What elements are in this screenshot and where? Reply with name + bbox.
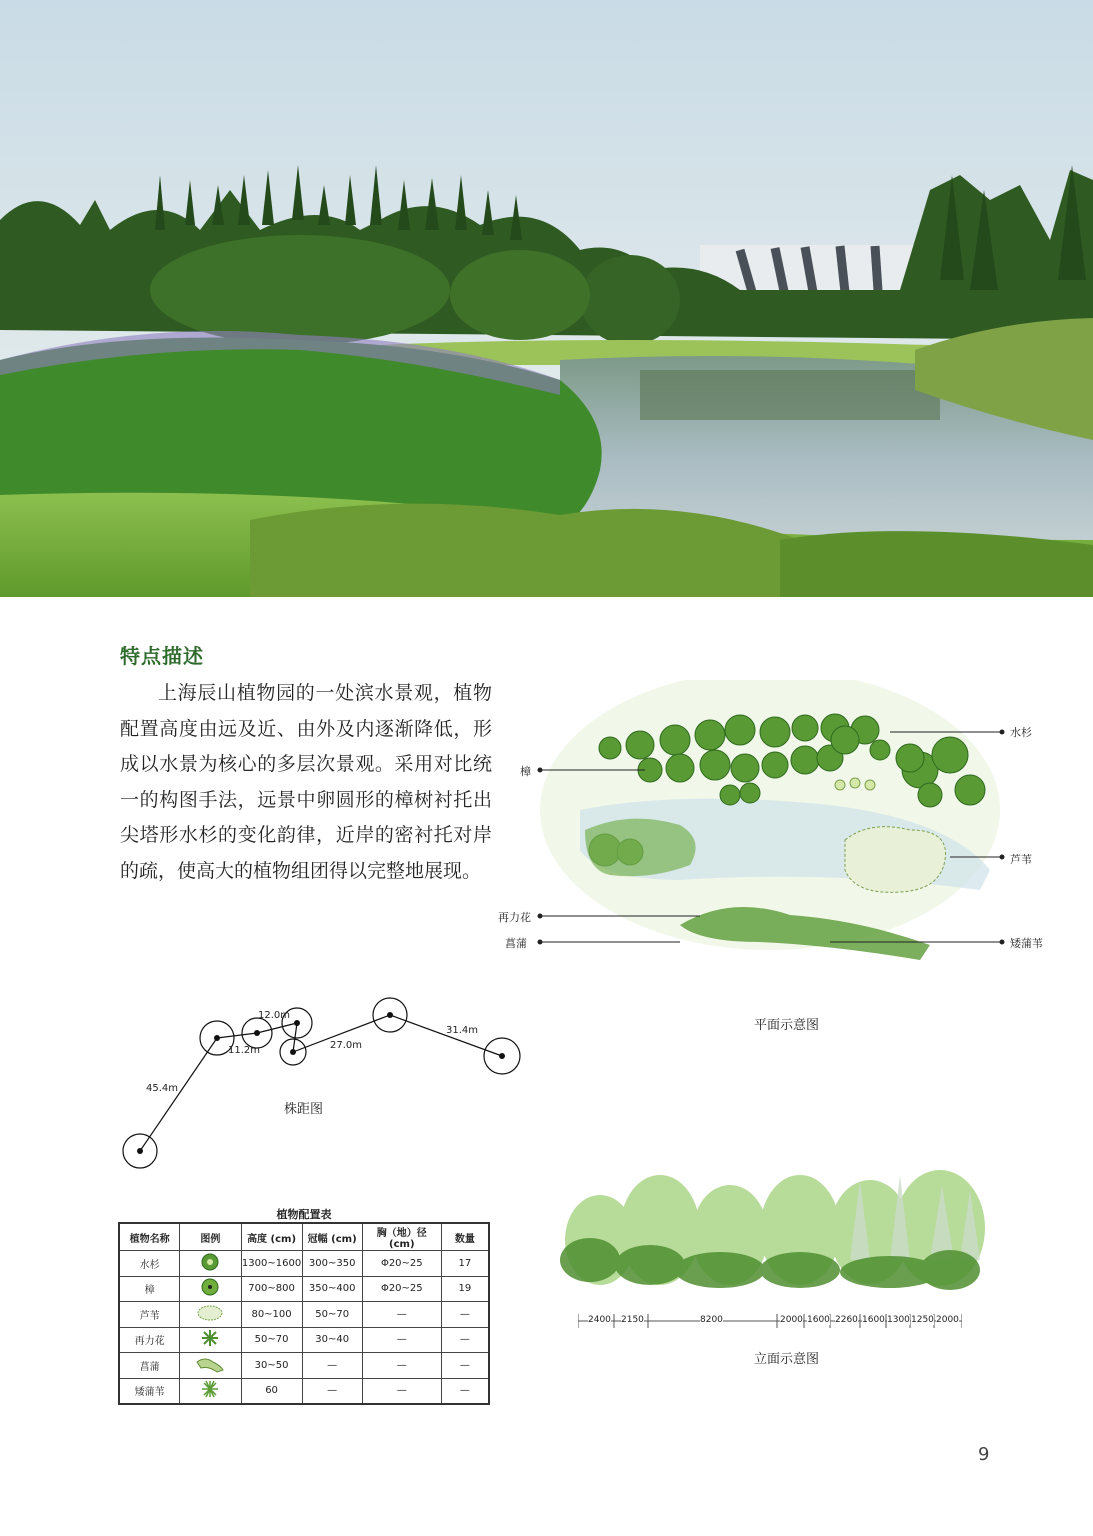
dim-value: 2400 [588,1315,611,1325]
dim-value: 2260 [835,1315,858,1325]
hero-photo [0,0,1093,597]
plant-name-cell: 芦苇 [119,1302,180,1328]
legend-cell [180,1302,241,1328]
table-row [119,1378,489,1404]
qty-cell: — [441,1327,489,1353]
dim-value: 1300 [887,1315,910,1325]
shuishan-legend-icon [200,1264,220,1275]
elevation-dimension-values [578,1315,962,1329]
zailihua-legend-icon [200,1340,220,1351]
height-cell: 80~100 [241,1302,302,1328]
header-legend: 图例 [180,1223,241,1251]
legend-cell [180,1251,241,1277]
dim-value: 2000 [780,1315,803,1325]
dbh-cell: Φ20~25 [362,1276,441,1302]
label-luwei: 芦苇 [1010,853,1032,866]
height-cell: 30~50 [241,1353,302,1379]
plant-name-cell: 再力花 [119,1327,180,1353]
distance-label-2: 11.2m [228,1045,261,1056]
table-row [119,1353,489,1379]
legend-cell [180,1327,241,1353]
dim-value: 1600 [862,1315,885,1325]
spacing-caption: 株距图 [284,1102,324,1117]
label-shuishan: 水杉 [1010,726,1032,739]
table-row [119,1302,489,1328]
crown-cell: 50~70 [302,1302,362,1328]
plan-leader-lines [500,700,1060,960]
distance-label-4: 27.0m [330,1040,363,1051]
qty-cell: — [441,1353,489,1379]
plant-name-cell: 菖蒲 [119,1353,180,1379]
header-height: 高度 (cm) [241,1223,302,1251]
header-qty: 数量 [441,1223,489,1251]
plan-caption: 平面示意图 [754,1018,820,1033]
height-cell: 1300~1600 [241,1251,302,1277]
dbh-cell: Φ20~25 [362,1251,441,1277]
legend-cell [180,1276,241,1302]
description-text: 上海辰山植物园的一处滨水景观，植物配置高度由远及近、由外及内逐渐降低，形成以水景为核心的多层次景观。采用对比统一的构图手法，远景中卵圆形的樟树衬托出尖塔形水杉的变化韵律，近岸的密衬托对岸的疏，使高大的植物组团得以完整地展现。 [120,682,492,882]
dim-value: 1250 [911,1315,934,1325]
elevation-drawing [560,1160,1030,1300]
qty-cell: — [441,1378,489,1404]
qty-cell: 17 [441,1251,489,1277]
dbh-cell: — [362,1353,441,1379]
plant-config-table [118,1222,490,1405]
label-changpu: 菖蒲 [505,937,527,950]
dim-value: 1600 [807,1315,830,1325]
dbh-cell: — [362,1327,441,1353]
legend-cell [180,1353,241,1379]
aipuwei-legend-icon [200,1391,220,1402]
legend-cell [180,1378,241,1404]
table-row [119,1251,489,1277]
description-paragraph [120,676,492,889]
luwei-legend-icon [196,1315,224,1326]
height-cell: 700~800 [241,1276,302,1302]
dbh-cell: — [362,1378,441,1404]
crown-cell: — [302,1378,362,1404]
changpu-legend-icon [195,1366,225,1377]
crown-cell: 350~400 [302,1276,362,1302]
table-title: 植物配置表 [276,1208,332,1221]
dim-value: 2000 [936,1315,959,1325]
label-zailihua: 再力花 [498,911,531,924]
dim-value: 8200 [700,1315,723,1325]
qty-cell: 19 [441,1276,489,1302]
dbh-cell: — [362,1302,441,1328]
page-number: 9 [978,1444,990,1465]
table-header-row [119,1223,489,1251]
header-name: 植物名称 [119,1223,180,1251]
distance-label-1: 45.4m [146,1083,179,1094]
table-row [119,1327,489,1353]
crown-cell: — [302,1353,362,1379]
height-cell: 60 [241,1378,302,1404]
elevation-caption: 立面示意图 [754,1352,820,1367]
dim-value: 2150 [621,1315,644,1325]
table-row [119,1276,489,1302]
height-cell: 50~70 [241,1327,302,1353]
header-dbh: 胸（地）径 (cm) [362,1223,441,1251]
label-zhang: 樟 [520,765,531,778]
waterside-landscape-photo [0,0,1093,597]
qty-cell: — [441,1302,489,1328]
header-crown: 冠幅 (cm) [302,1223,362,1251]
crown-cell: 300~350 [302,1251,362,1277]
distance-label-3: 12.0m [258,1010,291,1021]
crown-cell: 30~40 [302,1327,362,1353]
plant-name-cell: 樟 [119,1276,180,1302]
label-aipuwei: 矮蒲苇 [1010,937,1043,950]
section-title: 特点描述 [120,644,204,668]
plant-name-cell: 矮蒲苇 [119,1378,180,1404]
zhang-legend-icon [200,1289,220,1300]
distance-label-5: 31.4m [446,1025,479,1036]
plant-name-cell: 水杉 [119,1251,180,1277]
